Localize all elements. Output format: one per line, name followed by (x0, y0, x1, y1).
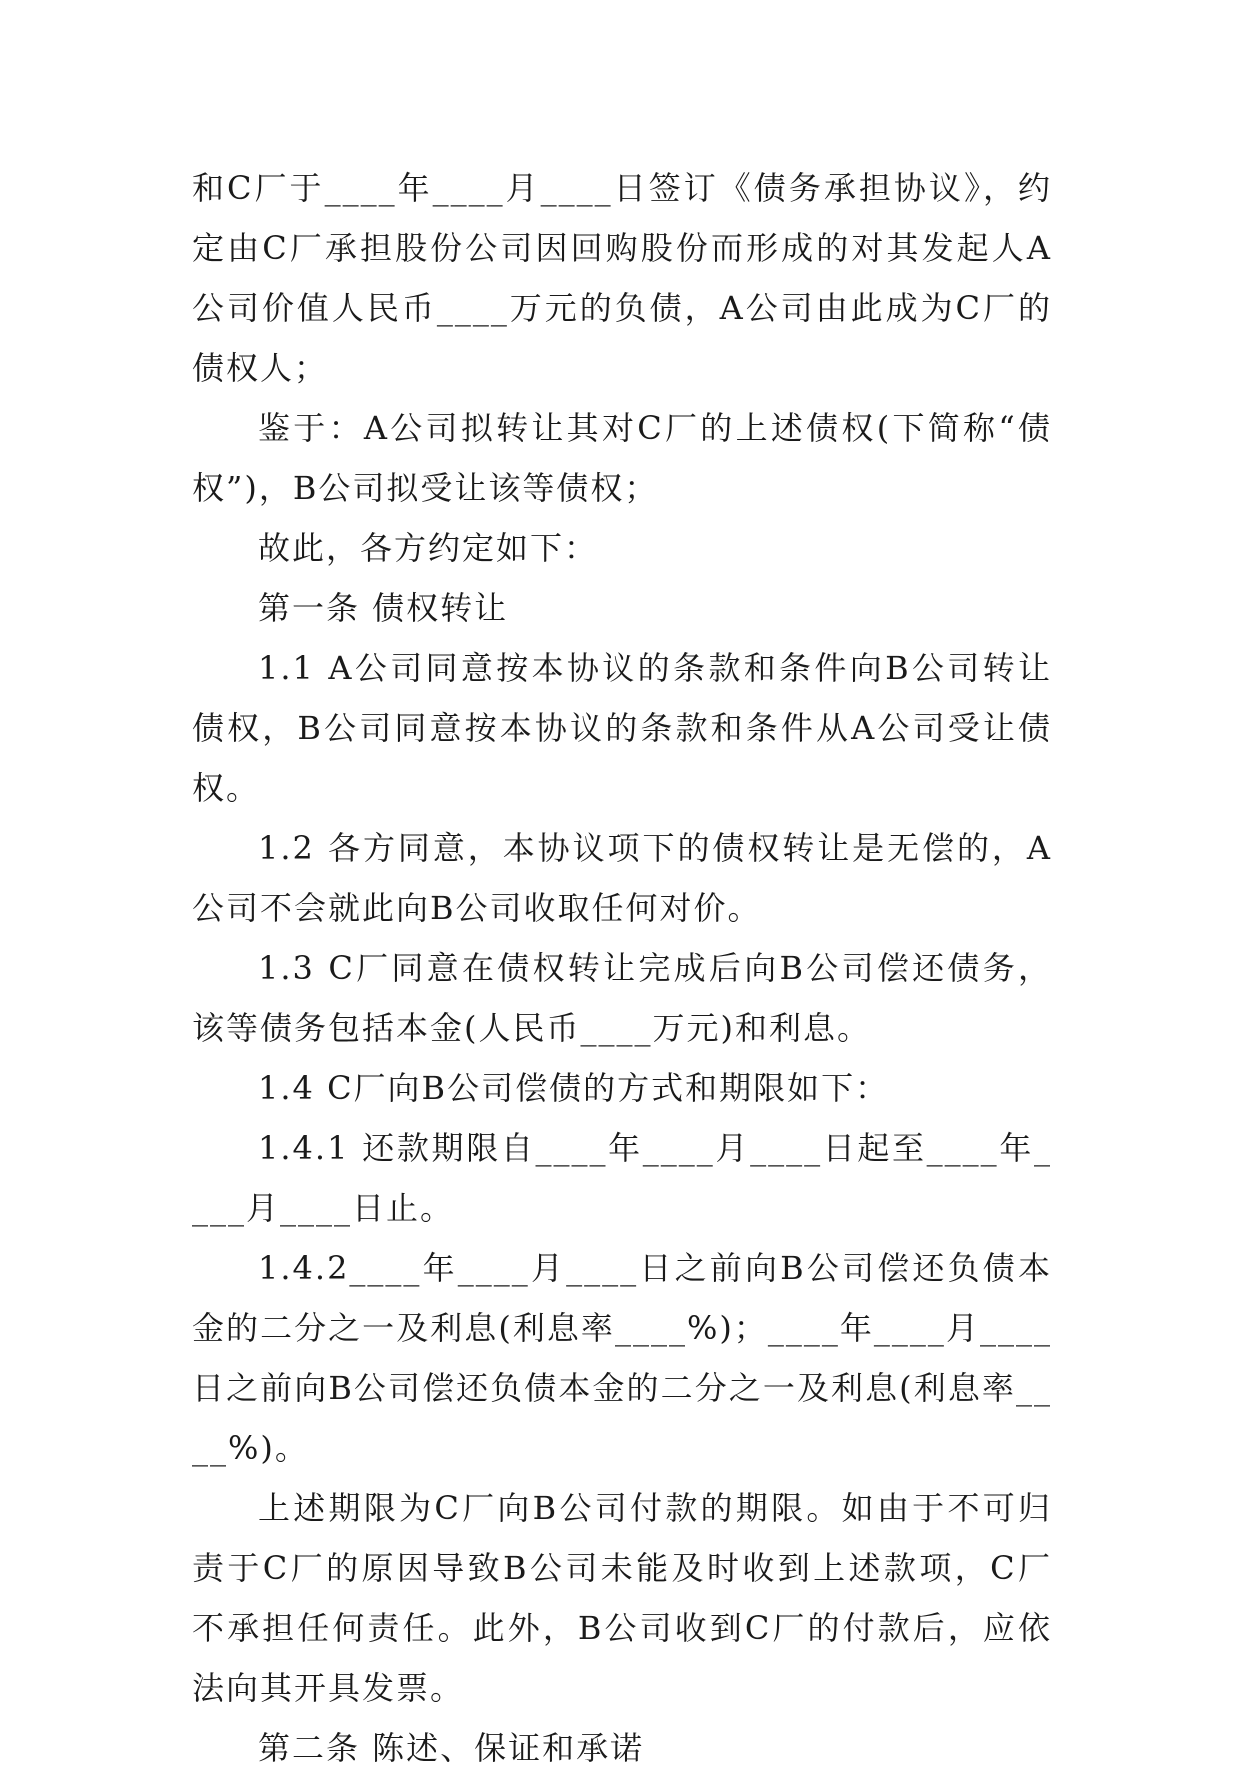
clause-1-3: 1.3 C厂同意在债权转让完成后向B公司偿还债务，该等债务包括本金(人民币____万元)和利息。 (192, 949, 1052, 1047)
paragraph-whereas: 鉴于：A公司拟转让其对C厂的上述债权(下简称“债权”)，B公司拟受让该等债权； (192, 409, 1052, 507)
clause-1-4-1: 1.4.1 还款期限自____年____月____日起至____年____月____日止。 (192, 1129, 1052, 1227)
clause-1-1: 1.1 A公司同意按本协议的条款和条件向B公司转让债权，B公司同意按本协议的条款和条件从A公司受让债权。 (192, 649, 1052, 807)
article-2-heading: 第二条 陈述、保证和承诺 (258, 1729, 645, 1767)
article-1-heading: 第一条 债权转让 (258, 589, 509, 627)
paragraph-payment-term: 上述期限为C厂向B公司付款的期限。如由于不可归责于C厂的原因导致B公司未能及时收到上述款项，C厂不承担任何责任。此外，B公司收到C厂的付款后，应依法向其开具发票。 (192, 1489, 1052, 1707)
paragraph-debt-assumption: 和C厂于____年____月____日签订《债务承担协议》，约定由C厂承担股份公司因回购股份而形成的对其发起人A公司价值人民币____万元的负债，A公司由此成为C厂的债权人； (192, 169, 1052, 387)
clause-1-4-2: 1.4.2____年____月____日之前向B公司偿还负债本金的二分之一及利息(利息率____%)；____年____月____日之前向B公司偿还负债本金的二分之一及利息(利息率____%)。 (192, 1249, 1052, 1467)
document-body (192, 158, 1052, 1778)
paragraph-agreement-intro: 故此，各方约定如下： (258, 529, 599, 567)
clause-1-4: 1.4 C厂向B公司偿债的方式和期限如下： (258, 1069, 890, 1107)
clause-1-2: 1.2 各方同意，本协议项下的债权转让是无偿的，A公司不会就此向B公司收取任何对价。 (192, 829, 1052, 927)
